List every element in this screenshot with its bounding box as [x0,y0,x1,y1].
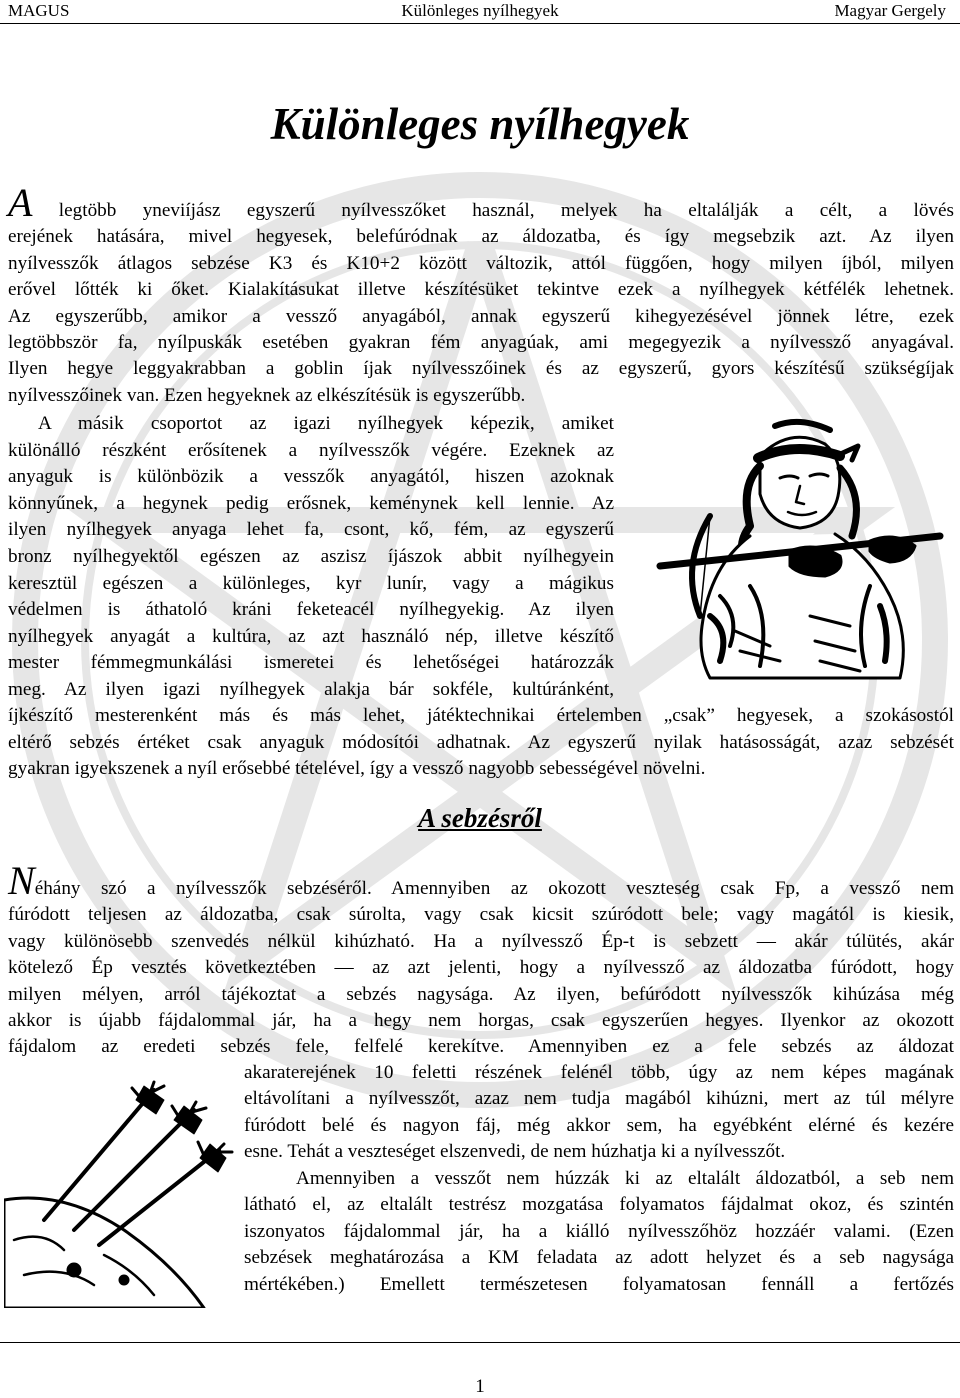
intro-line: erejének hatására, mivel hegyesek, belefúródnak az áldozatba, és így megsebzik azt. Az ilyen [8,226,954,248]
page-header [0,0,960,24]
section2-line: vagy különösebb szenvedés nélkül kihúzható. Ha a nyílvessző Ép-t is sebzett — akár túlütés, akár [8,930,954,952]
section-subtitle: A sebzésről [418,803,542,833]
column-line: bronz nyílhegyektől egészen az aszisz íjászok abbit nyílhegyein [8,545,614,567]
page-title: Különleges nyílhegyek [270,99,690,149]
column-line: meg. Az ilyen igazi nyílhegyek alakja bár sokféle, kultúránként, [8,678,614,700]
column-line: anyaguk is különbözik a vesszők anyagától, hiszen azoknak [8,466,614,488]
column-line: A másik csoportot az igazi nyílhegyek képezik, amiket [38,413,614,434]
wide-line: eltérő sebzés értéket csak anyaguk módosítói adhatnak. Az egyszerű nyilak hatásosságát, azaz sebzését [8,731,954,753]
section2-indented [244,1060,954,1166]
p4-line: mértékében.) Emellett természetesen folyamatosan fennáll a fertőzés [244,1273,954,1295]
section2-line: fúródott teljesen az áldozatba, csak súrolta, vagy csak kicsit szúródott bele; vagy magától is kiesik, [8,904,954,926]
arrows-in-shield-illustration [4,1080,236,1308]
intro-line: nyílvesszők átlagos sebzése K3 és K10+2 között változik, attól függően, hogy milyen íjból, milyen [8,252,954,274]
section2-paragraph [8,858,954,1061]
header-center: Különleges nyílhegyek [401,1,559,20]
text-column-left [8,411,614,704]
wide-line: gyakran igyekszenek a nyíl erősebbé tételével, így a vessző nagyobb sebességével növelni. [8,758,706,780]
indented-line: esne. Tehát a veszteséget elszenvedi, de nem húzhatja ki a nyílvesszőt. [244,1141,786,1163]
column-line: különálló részként erősítenek a nyílvesszők végére. Ezeknek az [8,439,614,461]
header-left: MAGUS [8,1,70,20]
indented-line: eltávolítani a nyílvesszőt, azaz nem tudja magából kihúzni, mert az túl mélyre [244,1088,954,1110]
wide-line: íjkészítő mesterenként más és más lehet, játéktechnikai értelemben „csak” hegyesek, a szokásostól [8,705,954,726]
intro-line: legtöbbször fa, nyílpuskák esetében gyakran fém anyagúak, ami megegyezik a nyílvessző anyagával. [8,332,954,354]
text-wide-block [8,703,954,783]
footer-divider [0,1342,960,1343]
column-line: ilyen nyílhegyek anyaga lehet fa, csont, kő, fém, az egyszerű [8,519,614,541]
archer-illustration [640,416,956,686]
section2-line: éhány szó a nyílvesszők sebzéséről. Amennyiben az okozott veszteség csak Fp, a vessző nem [34,878,954,899]
intro-line: erővel lőtték ki őket. Kialakításukat illetve készítésüket tekintve ezek a nyílhegyek kétfélék lehetnek. [8,279,954,301]
column-line: mester fémmegmunkálási ismeretei és lehetőségei határozzák [8,652,614,674]
column-line: védelmen is áthatoló kráni feketeacél nyílhegyekig. Az ilyen [8,599,614,621]
section2-dropcap: N [8,858,35,903]
indented-line: akaraterejének 10 feletti részének felénél több, úgy az nem képes magának [244,1062,954,1083]
intro-paragraph [8,180,954,409]
section2-line: akkor is újabb fájdalommal jár, ha a hegy nem horgas, csak egyszerűen hegyes. Ilyenkor az okozott [8,1010,954,1032]
header-right: Magyar Gergely [834,1,946,20]
p4-line: sebzések meghatározása a KM feladata az adott helyzet és a seb nagysága [244,1247,954,1269]
section2-paragraph-2 [244,1166,954,1298]
indented-line: fúródott belé és nagyon fáj, még akkor sem, ha egyébként elérné és kezére [244,1114,954,1136]
p4-line: Amennyiben a vesszőt nem húzzák ki az eltalált áldozatból, a seb nem [296,1168,954,1189]
section2-line: milyen mélyen, arról tájékoztat a sebzés nagysága. Az ilyen, befúródott nyílvesszők kihúzása még [8,983,954,1005]
section2-line: fájdalom az eredeti sebzés fele, felfelé kerekítve. Amennyiben ez a fele sebzés az áldozat [8,1036,954,1058]
section2-line: kötelező Ép vesztés következtében — az azt jelenti, hogy a nyílvessző az áldozatba fúródott, hogy [8,957,954,979]
intro-line: Ilyen hegye leggyakrabban a goblin íjak nyílvesszőinek és az egyszerű, gyors készítésű szükségíjak [8,358,954,380]
column-line: nyílhegyek anyagát a kultúra, az azt használó nép, illetve készítő [8,625,614,647]
column-line: keresztül egészen a különleges, kyr lunír, vagy a mágikus [8,572,614,594]
column-line: könnyűnek, a hegynek pedig erősnek, keménynek kell lennie. Az [8,492,614,514]
p4-line: iszonyatos fájdalommal jár, ha a kiálló nyílvesszőhöz hozzáér valami. (Ezen [244,1220,954,1242]
intro-dropcap: A [8,180,33,225]
intro-line: Az egyszerűbb, amikor a vessző anyagából, annak egyszerű kihegyezésével jönnek létre, ezek [8,305,954,327]
header-divider [0,23,960,24]
intro-line: nyílvesszőinek van. Ezen hegyeknek az elkészítésük is egyszerűbb. [8,384,526,406]
intro-line: legtöbb yneviíjász egyszerű nyílvesszőket használ, melyek ha eltalálják a célt, a lövés [32,200,954,221]
p4-line: látható el, az eltalált testrész mozgatása folyamatos fájdalmat okoz, és szintén [244,1194,954,1216]
page-number: 1 [475,1376,485,1397]
